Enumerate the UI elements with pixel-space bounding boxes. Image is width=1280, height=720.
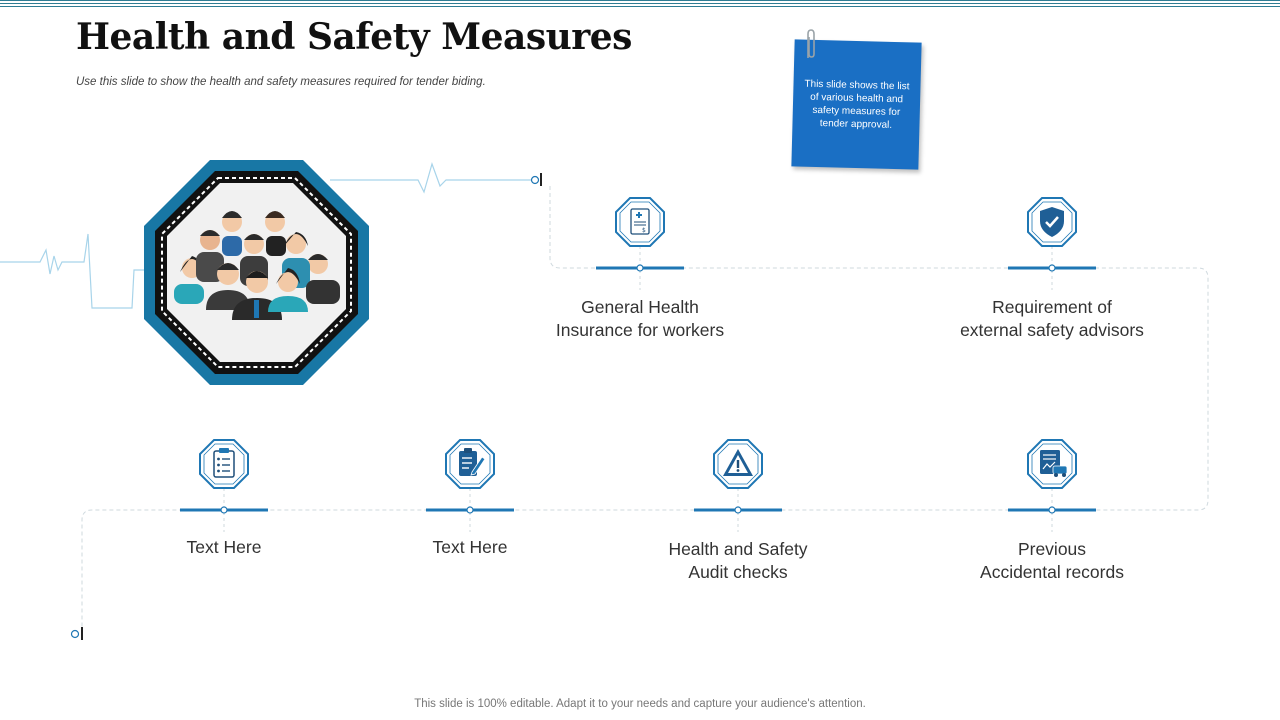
step-label-line: General Health (581, 297, 699, 317)
sticky-note-text: This slide shows the list of various health and safety measures for tender approval. (804, 78, 910, 131)
flow-end-dot (72, 631, 79, 638)
step-label-accidental-records (932, 538, 1172, 584)
page-title: Health and Safety Measures (76, 16, 632, 58)
accident-records-icon (1027, 439, 1077, 489)
medical-bill-icon (615, 197, 665, 247)
step-label-line: Text Here (432, 537, 508, 557)
step-label-text-here-1 (104, 536, 344, 559)
step-label-line: Text Here (186, 537, 262, 557)
step-label-line: Insurance for workers (555, 320, 725, 340)
step-label-line: Requirement of (992, 297, 1112, 317)
step-label-line: Previous (1017, 539, 1087, 559)
step-label-audit-checks (618, 538, 858, 584)
pulse-line-left (0, 234, 150, 308)
step-label-safety-advisors (932, 296, 1172, 342)
shield-check-icon (1027, 197, 1077, 247)
svg-text:$: $ (642, 227, 646, 234)
step-label-line: external safety advisors (960, 320, 1144, 340)
step-label-health-insurance (520, 296, 760, 342)
page-subtitle: Use this slide to show the health and safety measures required for tender biding. (76, 76, 486, 88)
step-label-line: Accidental records (980, 562, 1124, 582)
pulse-line-top (330, 164, 533, 192)
clipboard-list-icon (199, 439, 249, 489)
clipboard-edit-icon (445, 439, 495, 489)
footer-text: This slide is 100% editable. Adapt it to your needs and capture your audience's attention. (414, 698, 866, 710)
step-label-text-here-2 (350, 536, 590, 559)
step-label-line: Health and Safety (668, 539, 808, 559)
step-label-line: Audit checks (688, 562, 788, 582)
pulse-end-dot-top (532, 177, 539, 184)
warning-triangle-icon (713, 439, 763, 489)
